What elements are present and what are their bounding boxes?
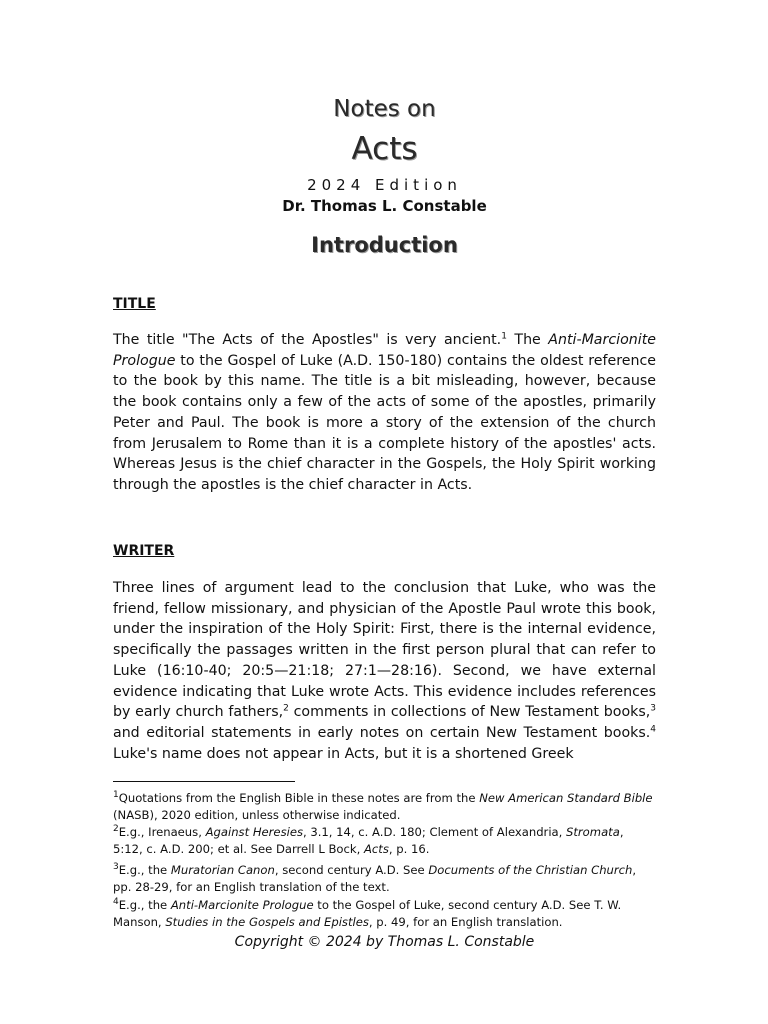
italic-run: Studies in the Gospels and Epistles [165,914,369,929]
footnote-3 [113,862,656,895]
footnote-number: 2 [113,824,119,835]
edition-line: 2024 Edition [307,176,462,194]
italic-run: Muratorian Canon [170,863,275,877]
text-run: and editorial statements in early notes on certain New Testament books. [113,724,651,741]
footnote-ref-1[interactable]: 1 [501,331,507,342]
italic-run: Anti-Marcionite Prologue [170,898,314,912]
text-run: (NASB), 2020 edition, unless otherwise indicated. [113,807,401,822]
text-run: E.g., the [118,863,171,877]
italic-run: New American Standard Bible [479,791,653,805]
text-run: E.g., Irenaeus, [118,825,206,839]
italic-run: Stromata [566,825,620,839]
italic-run: Acts [363,841,389,856]
text-run: , p. 49, for an English translation. [368,914,563,929]
footnote-2 [113,824,656,857]
footnote-number: 1 [113,790,119,801]
text-run: , 5:12, c. A.D. 200; et al. See Darrell L Bock, [113,825,624,856]
text-run: Three lines of argument lead to the conclusion that Luke, who was the friend, fellow missionary, and physician of the Apostle Paul wrote this book, under the inspiration of the Holy Spirit: First, there is the internal evidence, specifically the passages written in the first person plural that can refer to Luke (16:10-40; 20:5—21:18; 27:1—28:16). Second, we have external evidence indicating that Luke wrote Acts. This evidence includes references by early church fathers, [113,580,656,721]
text-run: E.g., the [118,898,171,912]
footnote-ref-2[interactable]: 2 [283,703,289,714]
notes-on-heading: Notes on [333,96,436,122]
text-run: Luke's name does not appear in Acts, but it is a shortened Greek [113,745,574,762]
italic-run: Documents of the Christian Church [428,863,633,877]
text-run: The [506,332,549,348]
title-section-heading: TITLE [113,296,156,312]
footnote-1 [113,790,656,823]
author-line: Dr. Thomas L. Constable [282,197,487,215]
text-run: to the Gospel of Luke (A.D. 150-180) contains the oldest reference to the book by this name. The title is a bit misleading, however, because the book contains only a few of the acts of some of the apostles, primarily Peter and Paul. The book is more a story of the extension of the church from Jerusalem to Rome than it is a complete history of the apostles' acts. Whereas Jesus is the chief character in the Gospels, the Holy Spirit working through the apostles is the chief character in Acts. [113,352,656,493]
text-run: , p. 16. [388,841,430,856]
italic-run: Against Heresies [205,825,303,839]
footnote-number: 4 [113,897,119,908]
text-run: to the Gospel of Luke, second century A.D. See T. W. Manson, [113,898,622,929]
footnote-number: 3 [113,862,119,873]
writer-section-heading: WRITER [113,543,175,559]
text-run: , second century A.D. See [274,863,429,877]
text-run: comments in collections of New Testament books, [288,704,651,721]
writer-paragraph [113,578,656,764]
text-run: , 3.1, 14, c. A.D. 180; Clement of Alexandria, [303,825,567,839]
text-run: , pp. 28-29, for an English translation of the text. [113,863,637,894]
footnote-ref-4[interactable]: 4 [650,724,656,735]
text-run: Quotations from the English Bible in these notes are from the [118,791,480,805]
italic-run: Anti-Marcionite Prologue [113,332,656,369]
title-paragraph [113,330,656,496]
text-run: The title "The Acts of the Apostles" is very ancient. [113,332,502,348]
copyright-line: Copyright © 2024 by Thomas L. Constable [234,934,535,950]
footnote-4 [113,897,656,930]
book-title: Acts [351,131,418,167]
section-title: Introduction [311,233,458,257]
footnote-ref-3[interactable]: 3 [650,703,656,714]
footnote-divider [113,781,295,782]
